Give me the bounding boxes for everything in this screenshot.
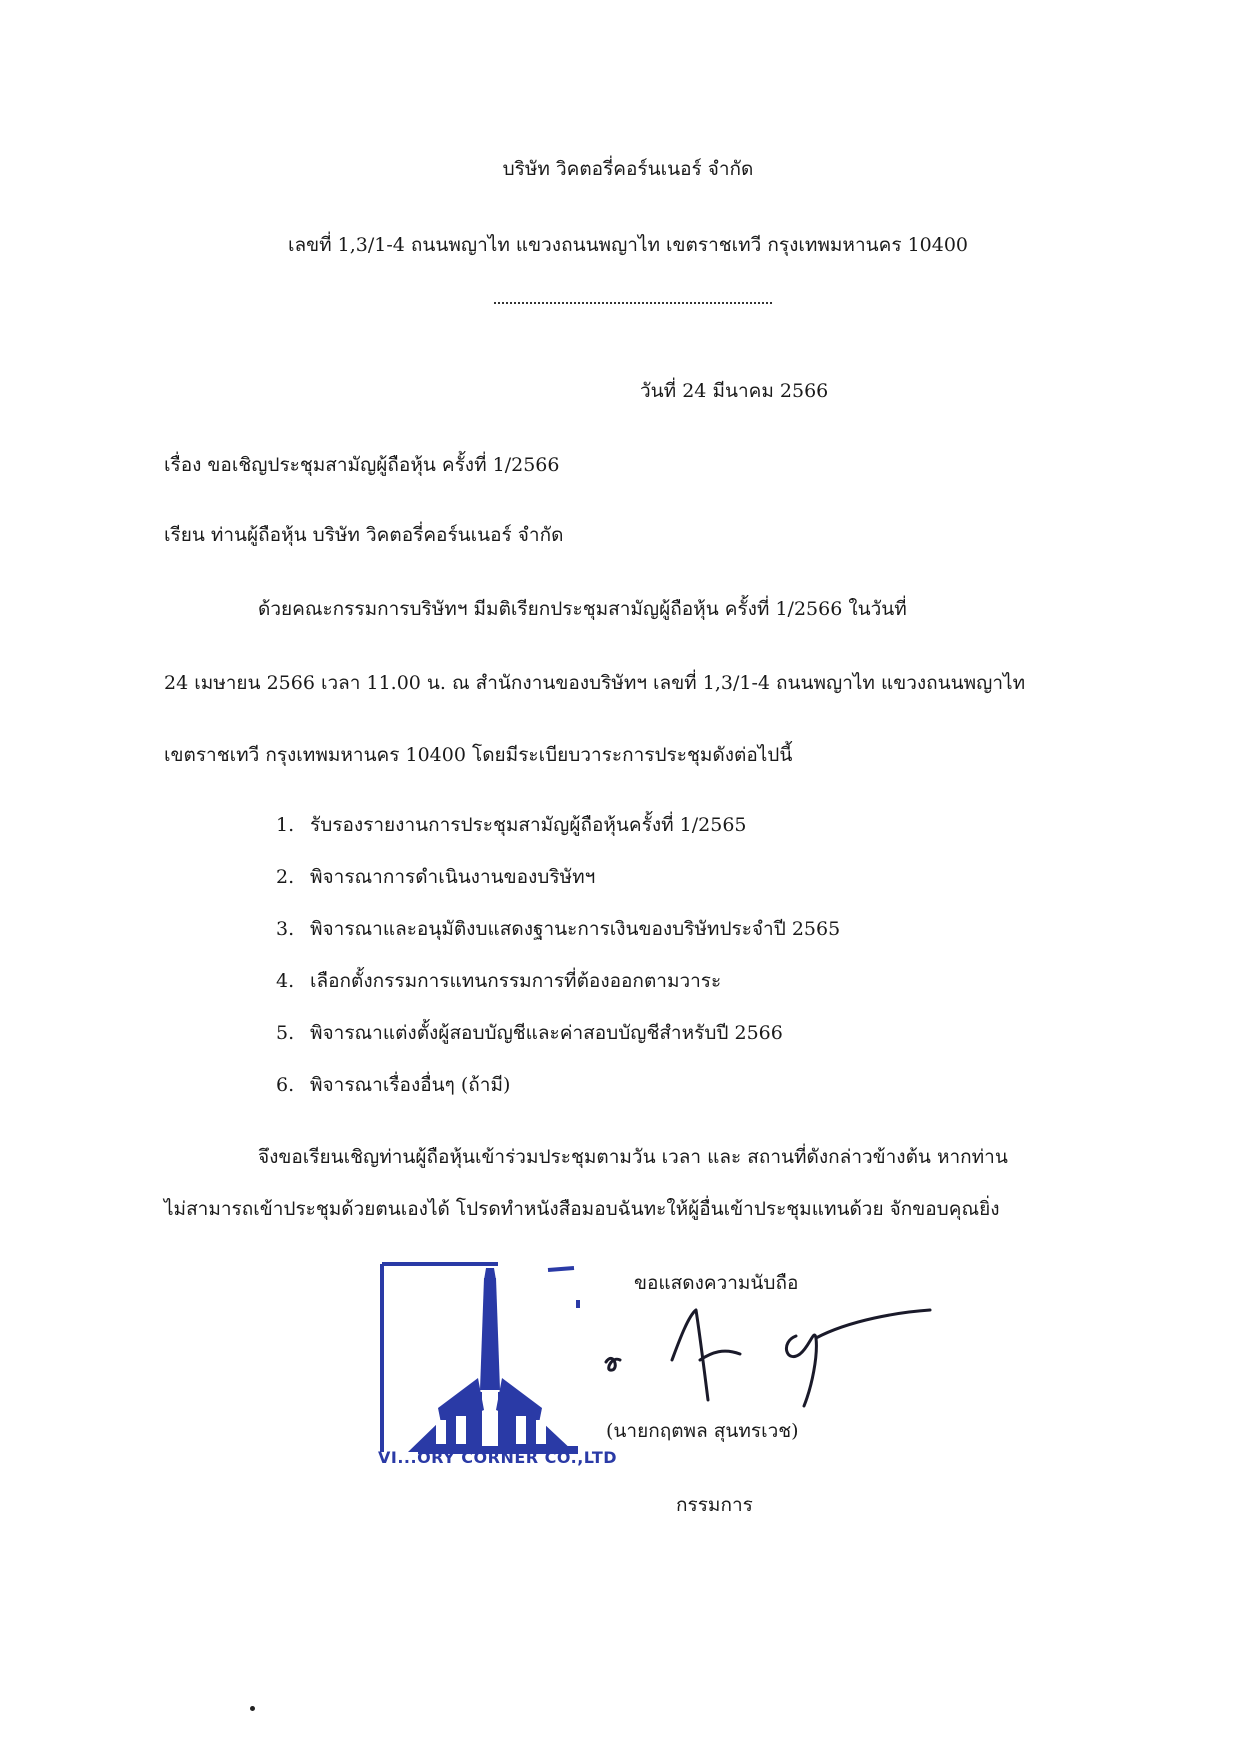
closing-regards: ขอแสดงความนับถือ <box>634 1272 799 1294</box>
agenda-text: พิจารณาและอนุมัติงบแสดงฐานะการเงินของบริษัทประจำปี 2565 <box>310 918 841 940</box>
agenda-item <box>276 1072 510 1098</box>
agenda-number: 1. <box>276 814 295 836</box>
agenda-item <box>276 968 721 994</box>
agenda-number: 4. <box>276 970 295 992</box>
agenda-text: พิจารณาแต่งตั้งผู้สอบบัญชีและค่าสอบบัญชีสำหรับปี 2566 <box>310 1022 783 1044</box>
company-address: เลขที่ 1,3/1-4 ถนนพญาไท แขวงถนนพญาไท เขตราชเทวี กรุงเทพมหานคร 10400 <box>287 234 969 256</box>
handwritten-signature <box>600 1296 940 1416</box>
scan-speck <box>250 1706 255 1711</box>
agenda-number: 2. <box>276 866 295 888</box>
company-name: บริษัท วิคตอรี่คอร์นเนอร์ จำกัด <box>502 158 754 180</box>
agenda-number: 6. <box>276 1074 295 1096</box>
signatory-name: (นายกฤตพล สุนทรเวช) <box>606 1420 799 1442</box>
separator-line <box>494 302 772 304</box>
agenda-text: พิจารณาการดำเนินงานของบริษัทฯ <box>310 866 596 888</box>
agenda-text: พิจารณาเรื่องอื่นๆ (ถ้ามี) <box>310 1074 511 1096</box>
agenda-item <box>276 864 595 890</box>
agenda-item <box>276 812 747 838</box>
body-paragraph-line-3: เขตราชเทวี กรุงเทพมหานคร 10400 โดยมีระเบียบวาระการประชุมดังต่อไปนี้ <box>164 744 793 766</box>
letter-subject: เรื่อง ขอเชิญประชุมสามัญผู้ถือหุ้น ครั้งที่ 1/2566 <box>164 454 560 476</box>
letter-recipient: เรียน ท่านผู้ถือหุ้น บริษัท วิคตอรี่คอร์นเนอร์ จำกัด <box>164 524 564 546</box>
closing-line-2: ไม่สามารถเข้าประชุมด้วยตนเองได้ โปรดทำหนังสือมอบฉันทะให้ผู้อื่นเข้าประชุมแทนด้วย จักขอบคุณยิ่ง <box>164 1198 1000 1220</box>
signatory-position: กรรมการ <box>676 1494 753 1516</box>
letter-date: วันที่ 24 มีนาคม 2566 <box>640 380 829 402</box>
stamp-company-text: VI...ORY CORNER CO.,LTD <box>378 1448 618 1467</box>
agenda-text: เลือกตั้งกรรมการแทนกรรมการที่ต้องออกตามวาระ <box>310 970 722 992</box>
body-paragraph-line-2: 24 เมษายน 2566 เวลา 11.00 น. ณ สำนักงานของบริษัทฯ เลขที่ 1,3/1-4 ถนนพญาไท แขวงถนนพญาไท <box>164 672 1026 694</box>
closing-line-1: จึงขอเรียนเชิญท่านผู้ถือหุ้นเข้าร่วมประชุมตามวัน เวลา และ สถานที่ดังกล่าวข้างต้น หากท่าน <box>258 1146 1008 1168</box>
company-stamp-logo <box>378 1260 613 1475</box>
body-paragraph-line-1: ด้วยคณะกรรมการบริษัทฯ มีมติเรียกประชุมสามัญผู้ถือหุ้น ครั้งที่ 1/2566 ในวันที่ <box>258 598 907 620</box>
agenda-number: 3. <box>276 918 295 940</box>
agenda-text: รับรองรายงานการประชุมสามัญผู้ถือหุ้นครั้งที่ 1/2565 <box>310 814 747 836</box>
agenda-item <box>276 1020 783 1046</box>
agenda-item <box>276 916 840 942</box>
agenda-number: 5. <box>276 1022 295 1044</box>
